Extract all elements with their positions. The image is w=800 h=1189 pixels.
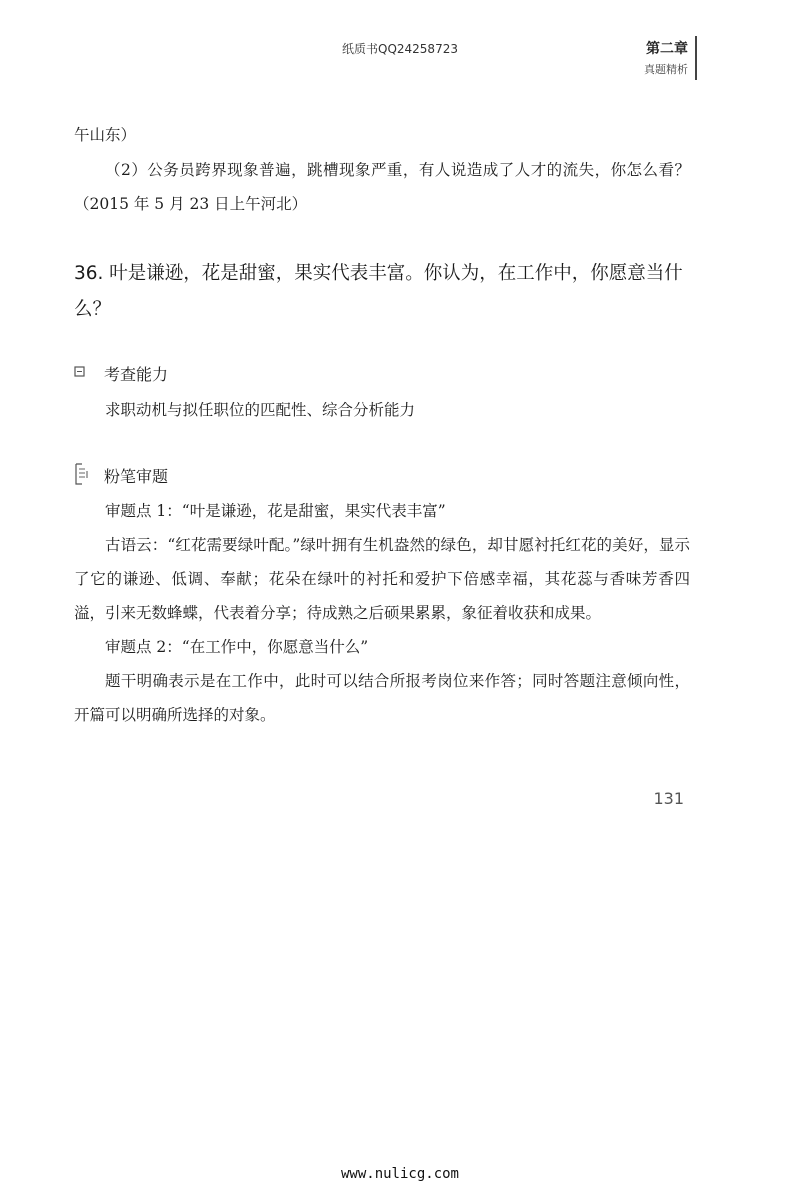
section-ability-title: 考查能力 (104, 365, 169, 384)
header-divider (695, 36, 697, 80)
chapter-title: 第二章 (646, 41, 688, 57)
section-ability-content: 求职动机与拟任职位的匹配性、综合分析能力 (105, 401, 416, 419)
review-point-2-label: 审题点 2：“在工作中，你愿意当什么” (105, 638, 369, 656)
section-ability-heading (74, 362, 168, 385)
chapter-subtitle: 真题精析 (644, 63, 688, 76)
review-point-2-text: 题干明确表示是在工作中，此时可以结合所报考岗位来作答；同时答题注意倾向性，开篇可以明确所选择的对象。 (74, 672, 690, 724)
page-number: 131 (653, 789, 684, 808)
chapter-heading (644, 38, 688, 80)
section-review-heading (74, 462, 168, 489)
section-review-title: 粉笔审题 (104, 467, 169, 486)
footer-url: www.nulicg.com (340, 1166, 459, 1182)
question-36: 36. 叶是谦逊，花是甜蜜，果实代表丰富。你认为，在工作中，你愿意当什么？ (74, 263, 683, 320)
review-point-1-text: 古语云：“红花需要绿叶配。”绿叶拥有生机盎然的绿色，却甘愿衬托红花的美好，显示了它的谦逊、低调、奉献；花朵在绿叶的衬托和爱护下倍感幸福，其花蕊与香味芳香四溢，引来无数蜂蝶，代表着分享；待成熟之后硕果累累，象征着收获和成果。 (74, 536, 690, 622)
pen-bracket-icon (74, 462, 90, 489)
review-point-1-label: 审题点 1：“叶是谦逊，花是甜蜜，果实代表丰富” (105, 502, 446, 520)
question-item-2: （2）公务员跨界现象普遍，跳槽现象严重，有人说造成了人才的流失，你怎么看？（2015 年 5 月 23 日上午河北） (74, 161, 690, 213)
header-watermark-text: 纸质书QQ24258723 (342, 42, 458, 56)
continuation-text: 午山东） (74, 126, 137, 144)
bracket-icon (74, 366, 90, 381)
